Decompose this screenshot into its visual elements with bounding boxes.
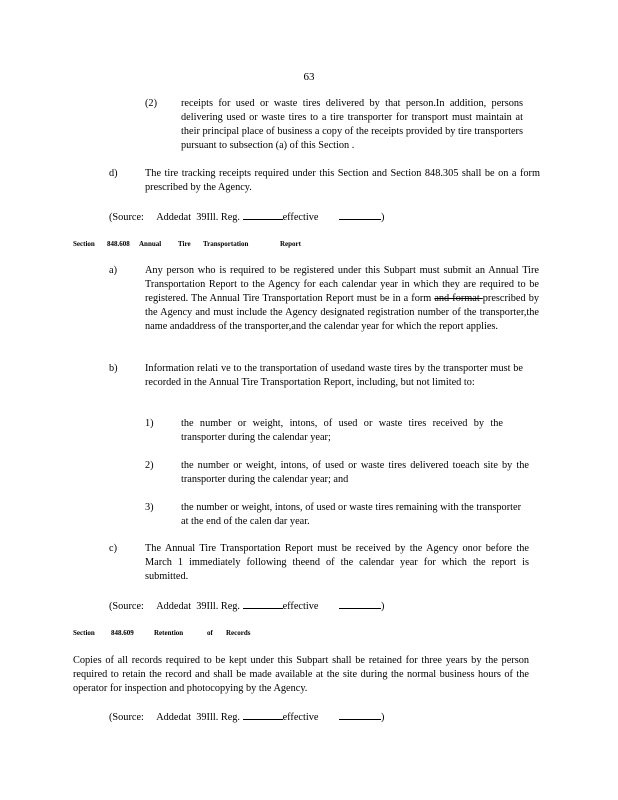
section-608-title-2: Tire: [178, 240, 191, 248]
section-609-heading: [73, 628, 251, 638]
source-line-2: (Source: Addedat 39Ill. Reg. effective ): [109, 598, 384, 614]
source-reg: 39Ill. Reg.: [196, 212, 241, 223]
source-line-1: [109, 209, 384, 225]
item-b3-label: 3): [145, 502, 154, 513]
section-608-title-1: Annual: [139, 240, 162, 248]
struck-text: and format: [434, 293, 483, 304]
item-a-label: a): [109, 265, 117, 276]
effective-date-blank: [339, 209, 381, 220]
item-b-label: b): [109, 363, 118, 374]
source-effective: effective: [282, 212, 319, 223]
section-609-word: Section: [73, 629, 95, 637]
effective-date-blank: [339, 598, 381, 609]
source-close: ): [381, 212, 385, 223]
page-number: 63: [303, 71, 315, 83]
register-blank: [243, 598, 283, 609]
section-608-title-3: Transportation: [203, 240, 249, 248]
register-blank: [243, 209, 283, 220]
section-608-title-4: Report: [280, 240, 301, 248]
section-608-word: Section: [73, 240, 95, 248]
section-608-number: 848.608: [107, 240, 130, 248]
item-2-text: receipts for used or waste tires delivered by that person.In addition, persons delivering used or waste tires to a tire transporter for transport must maintain at their principal place of business a copy of the receipts provided by tire transporters pursuant to subsection (a) of this Section .: [181, 98, 523, 151]
item-2-label: (2): [145, 98, 158, 109]
item-c-text: The Annual Tire Transportation Report must be received by the Agency onor before the March 1 immediately following theend of the calendar year for which the report is submitted.: [145, 543, 529, 582]
section-609-title-1: Retention: [154, 629, 184, 637]
section-609-number: 848.609: [111, 629, 134, 637]
item-b2-text: the number or weight, intons, of used or waste tires delivered toeach site by the transporter during the calendar year; and: [181, 460, 529, 485]
source-added: Addedat: [156, 212, 192, 223]
source-prefix: (Source:: [109, 212, 144, 223]
item-b1-text: the number or weight, intons, of used or waste tires received by the transporter during the calendar year;: [181, 418, 503, 443]
item-c-label: c): [109, 543, 117, 554]
item-d-label: d): [109, 168, 118, 179]
item-b2-label: 2): [145, 460, 154, 471]
item-d-text: The tire tracking receipts required under this Section and Section 848.305 shall be on a form prescribed by the Agency.: [145, 168, 540, 193]
register-blank: [243, 709, 283, 720]
effective-date-blank: [339, 709, 381, 720]
item-b3-text: the number or weight, intons, of used or waste tires remaining with the transporter at the end of the calen dar year.: [181, 502, 521, 527]
section-608-heading: [73, 239, 301, 249]
section-609-title-2: of: [207, 629, 213, 637]
item-a-text: Any person who is required to be registered under this Subpart must submit an Annual Tire Transportation Report to the Agency for each calendar year in which they are required to be registered. The Annual Tire Transportation Report must be in a form and format prescribed by the Agency and must include the Agency designated registration number of the transporter,the name andaddress of the transporter,and the calendar year for which the report applies.: [145, 265, 539, 332]
section-609-title-3: Records: [226, 629, 251, 637]
item-b1-label: 1): [145, 418, 154, 429]
item-b-text: Information relati ve to the transportation of usedand waste tires by the transporter must be recorded in the Annual Tire Transportation Report, including, but not limited to:: [145, 363, 523, 388]
source-line-3: (Source: Addedat 39Ill. Reg. effective ): [109, 709, 384, 725]
section-609-body: Copies of all records required to be kept under this Subpart shall be retained for three years by the person required to retain the record and shall be made available at the site during the normal business hours of the operator for inspection and photocopying by the Agency.: [73, 655, 529, 694]
